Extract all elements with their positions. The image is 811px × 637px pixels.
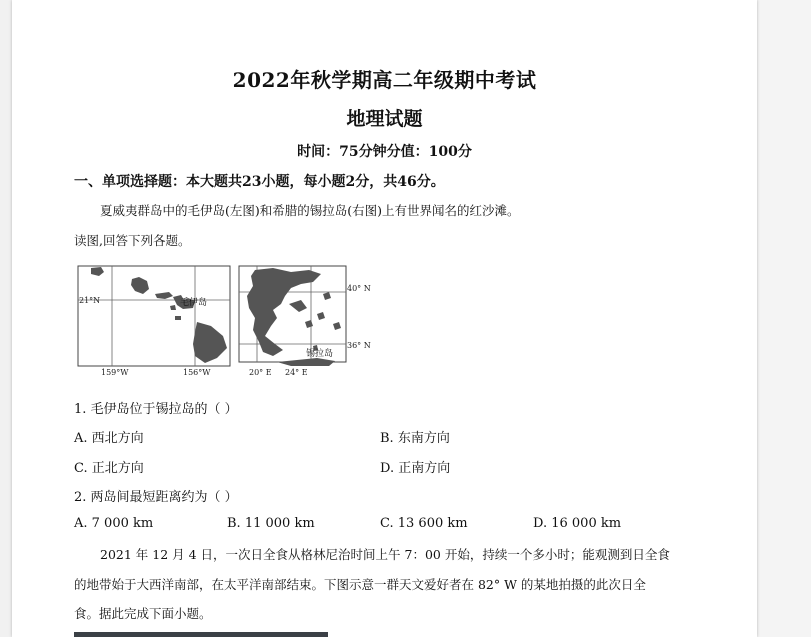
santorini-label: 锡拉岛 (306, 349, 334, 359)
lat-label-21n: 21°N (79, 296, 101, 305)
lon-label-156w: 156°W (183, 368, 211, 377)
question-2-option-a: A. 7 000 km (74, 516, 154, 531)
viewer-background (757, 0, 811, 637)
question-2-option-d: D. 16 000 km (533, 516, 622, 531)
lon-label-159w: 159°W (101, 368, 129, 377)
lon-label-20e: 20° E (249, 368, 272, 377)
passage-line-1: 2021 年 12 月 4 日，一次日全食从格林尼治时间上午 7：00 开始，持续一个多小时；能观测到日全食 (100, 547, 670, 562)
question-2-option-c: C. 13 600 km (380, 516, 468, 531)
exam-subject: 地理试题 (346, 108, 423, 130)
intro-paragraph: 夏威夷群岛中的毛伊岛(左图)和希腊的锡拉岛(右图)上有世界闻名的红沙滩。 (100, 203, 520, 218)
lon-label-24e: 24° E (285, 368, 308, 377)
question-1-option-c: C. 正北方向 (74, 461, 144, 476)
question-2-stem: 2. 两岛间最短距离约为（ ） (74, 490, 238, 505)
question-1-stem: 1. 毛伊岛位于锡拉岛的（ ） (74, 402, 238, 417)
question-1-option-a: A. 西北方向 (74, 431, 144, 446)
island-maps-figure (77, 264, 371, 380)
maui-label: 毛伊岛 (180, 298, 208, 308)
maui-map (78, 266, 230, 377)
section-heading: 一、单项选择题：本大题共23小题，每小题2分，共46分。 (74, 174, 445, 190)
document-page (12, 0, 757, 637)
question-1-option-d: D. 正南方向 (380, 461, 451, 476)
exam-time-score: 时间：75分钟分值：100分 (297, 144, 472, 160)
passage-line-2: 的地带始于大西洋南部，在太平洋南部结束。下图示意一群天文爱好者在 82° W 的某地拍摄的此次日全 (74, 577, 646, 592)
next-figure-edge (74, 632, 328, 637)
lat-label-36n: 36° N (347, 341, 371, 350)
exam-title: 2022年秋学期高二年级期中考试 (232, 68, 537, 92)
intro-instruction: 读图,回答下列各题。 (74, 233, 191, 248)
question-2-option-b: B. 11 000 km (227, 516, 315, 531)
lat-label-40n: 40° N (347, 284, 371, 293)
passage-line-3: 食。据此完成下面小题。 (74, 606, 212, 621)
greece-map (239, 266, 371, 377)
question-1-option-b: B. 东南方向 (380, 431, 450, 446)
